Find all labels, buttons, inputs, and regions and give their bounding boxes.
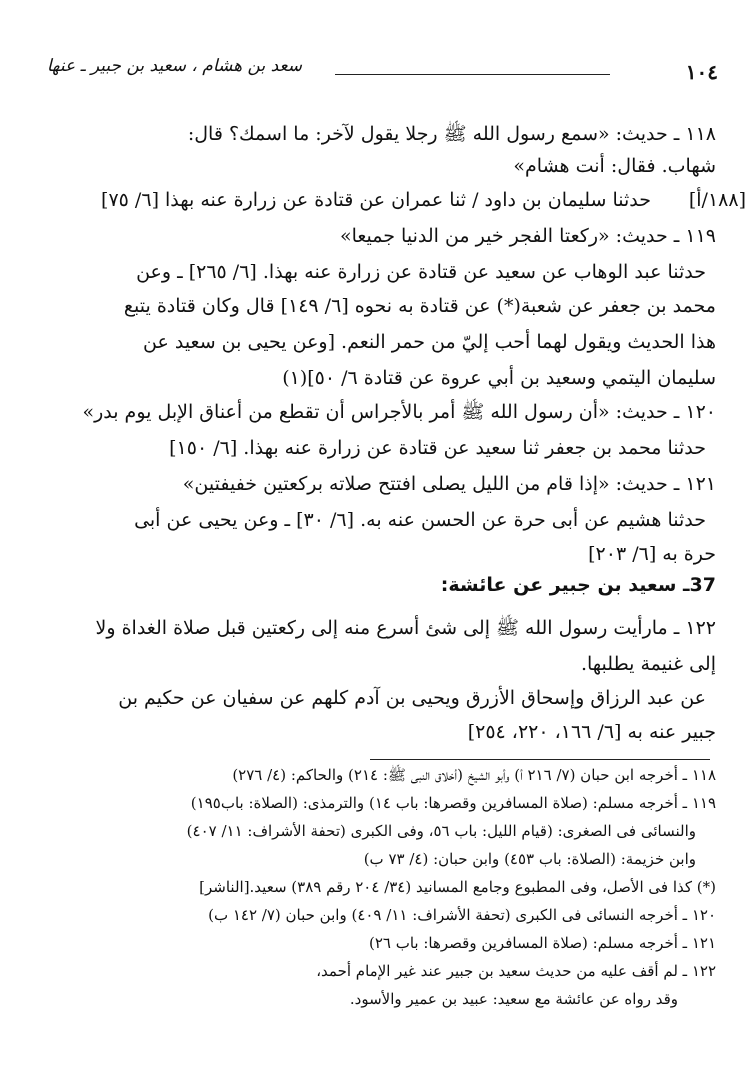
footnote-122: ١٢٢ ـ لم أقف عليه من حديث سعيد بن جبير عند غير الإمام أحمد، [316, 962, 716, 980]
hadith-119-isnad-2: محمد بن جعفر عن شعبة(*) عن قتادة به نحوه [٦/ ١٤٩] قال وكان قتادة يتبع [123, 295, 716, 317]
hadith-121-isnad-cont: حرة به [٦/ ٢٠٣] [588, 543, 716, 565]
hadith-121-text: ١٢١ ـ حديث: «إذا قام من الليل يصلى افتتح صلاته بركعتين خفيفتين» [182, 473, 716, 495]
hadith-119-isnad-3: هذا الحديث ويقول لهما أحب إليّ من حمر النعم. [وعن يحيى بن سعيد عن [143, 331, 716, 353]
hadith-122-isnad-cont: جبير عنه به [٦/ ١٦٦، ٢٢٠، ٢٥٤] [467, 721, 716, 743]
page-number: ١٠٤ [685, 60, 718, 84]
footnote-119-cont-2: وابن خزيمة: (الصلاة: باب ٤٥٣) وابن حبان: (٤/ ٧٣ ب) [363, 850, 696, 868]
footnote-asterisk: (*) كذا فى الأصل، وفى المطبوع وجامع المسانيد (٣٤/ ٢٠٤ رقم ٣٨٩) سعيد.[الناشر] [199, 878, 716, 896]
footnote-rule [370, 759, 710, 760]
section-heading: 37ـ سعيد بن جبير عن عائشة: [440, 574, 716, 596]
hadith-122-isnad: عن عبد الرزاق وإسحاق الأزرق ويحيى بن آدم كلهم عن سفيان عن حكيم بن [118, 687, 706, 709]
hadith-122-text-cont: إلى غنيمة يطلبها. [580, 653, 716, 675]
hadith-118-text-cont: شهاب. فقال: أنت هشام» [513, 155, 716, 177]
running-title: سعد بن هشام ، سعيد بن جبير ـ عنها [46, 56, 302, 76]
footnote-119-cont-1: والنسائى فى الصغرى: (قيام الليل: باب ٥٦، وفى الكبرى (تحفة الأشراف: ١١/ ٤٠٧) [186, 822, 696, 840]
hadith-121-isnad: حدثنا هشيم عن أبى حرة عن الحسن عنه به. [٦/ ٣٠] ـ وعن يحيى عن أبى [134, 509, 706, 531]
hadith-119-text: ١١٩ ـ حديث: «ركعتا الفجر خير من الدنيا جميعا» [339, 225, 716, 247]
hadith-118-isnad: حدثنا سليمان بن داود / ثنا عمران عن قتادة عن زرارة عنه بهذا [٦/ ٧٥] [101, 189, 651, 211]
hadith-118-text: ١١٨ ـ حديث: «سمع رسول الله ﷺ رجلا يقول لآخر: ما اسمك؟ قال: [187, 123, 716, 145]
footnote-122-cont: وقد رواه عن عائشة مع سعيد: عبيد بن عمير والأسود. [349, 990, 678, 1008]
hadith-120-isnad: حدثنا محمد بن جعفر ثنا سعيد عن قتادة عن زرارة عنه بهذا. [٦/ ١٥٠] [169, 437, 706, 459]
hadith-122-text: ١٢٢ ـ مارأيت رسول الله ﷺ إلى شئ أسرع منه إلى ركعتين قبل صلاة الغداة ولا [95, 617, 716, 639]
hadith-119-isnad-4: سليمان اليتمي وسعيد بن أبي عروة عن قتادة ٦/ ٥٠](١) [282, 367, 716, 389]
margin-folio-note: [١٨٨/أ] [688, 189, 746, 211]
footnote-118: ١١٨ ـ أخرجه ابن حبان (٧/ ٢١٦ أ) وأبو الشيخ (أخلاق النبى ﷺ: ٢١٤) والحاكم: (٤/ ٢٧٦) [232, 766, 716, 784]
hadith-120-text: ١٢٠ ـ حديث: «أن رسول الله ﷺ أمر بالأجراس أن تقطع من أعناق الإبل يوم بدر» [82, 401, 716, 423]
footnote-119: ١١٩ ـ أخرجه مسلم: (صلاة المسافرين وقصرها: باب ١٤) والترمذى: (الصلاة: باب١٩٥) [190, 794, 716, 812]
footnote-121: ١٢١ ـ أخرجه مسلم: (صلاة المسافرين وقصرها: باب ٢٦) [368, 934, 716, 952]
footnote-120: ١٢٠ ـ أخرجه النسائى فى الكبرى (تحفة الأشراف: ١١/ ٤٠٩) وابن حبان (٧/ ١٤٢ ب) [208, 906, 716, 924]
hadith-119-isnad-1: حدثنا عبد الوهاب عن سعيد عن قتادة عن زرارة عنه بهذا. [٦/ ٢٦٥] ـ وعن [136, 261, 706, 283]
header-rule [335, 74, 610, 75]
